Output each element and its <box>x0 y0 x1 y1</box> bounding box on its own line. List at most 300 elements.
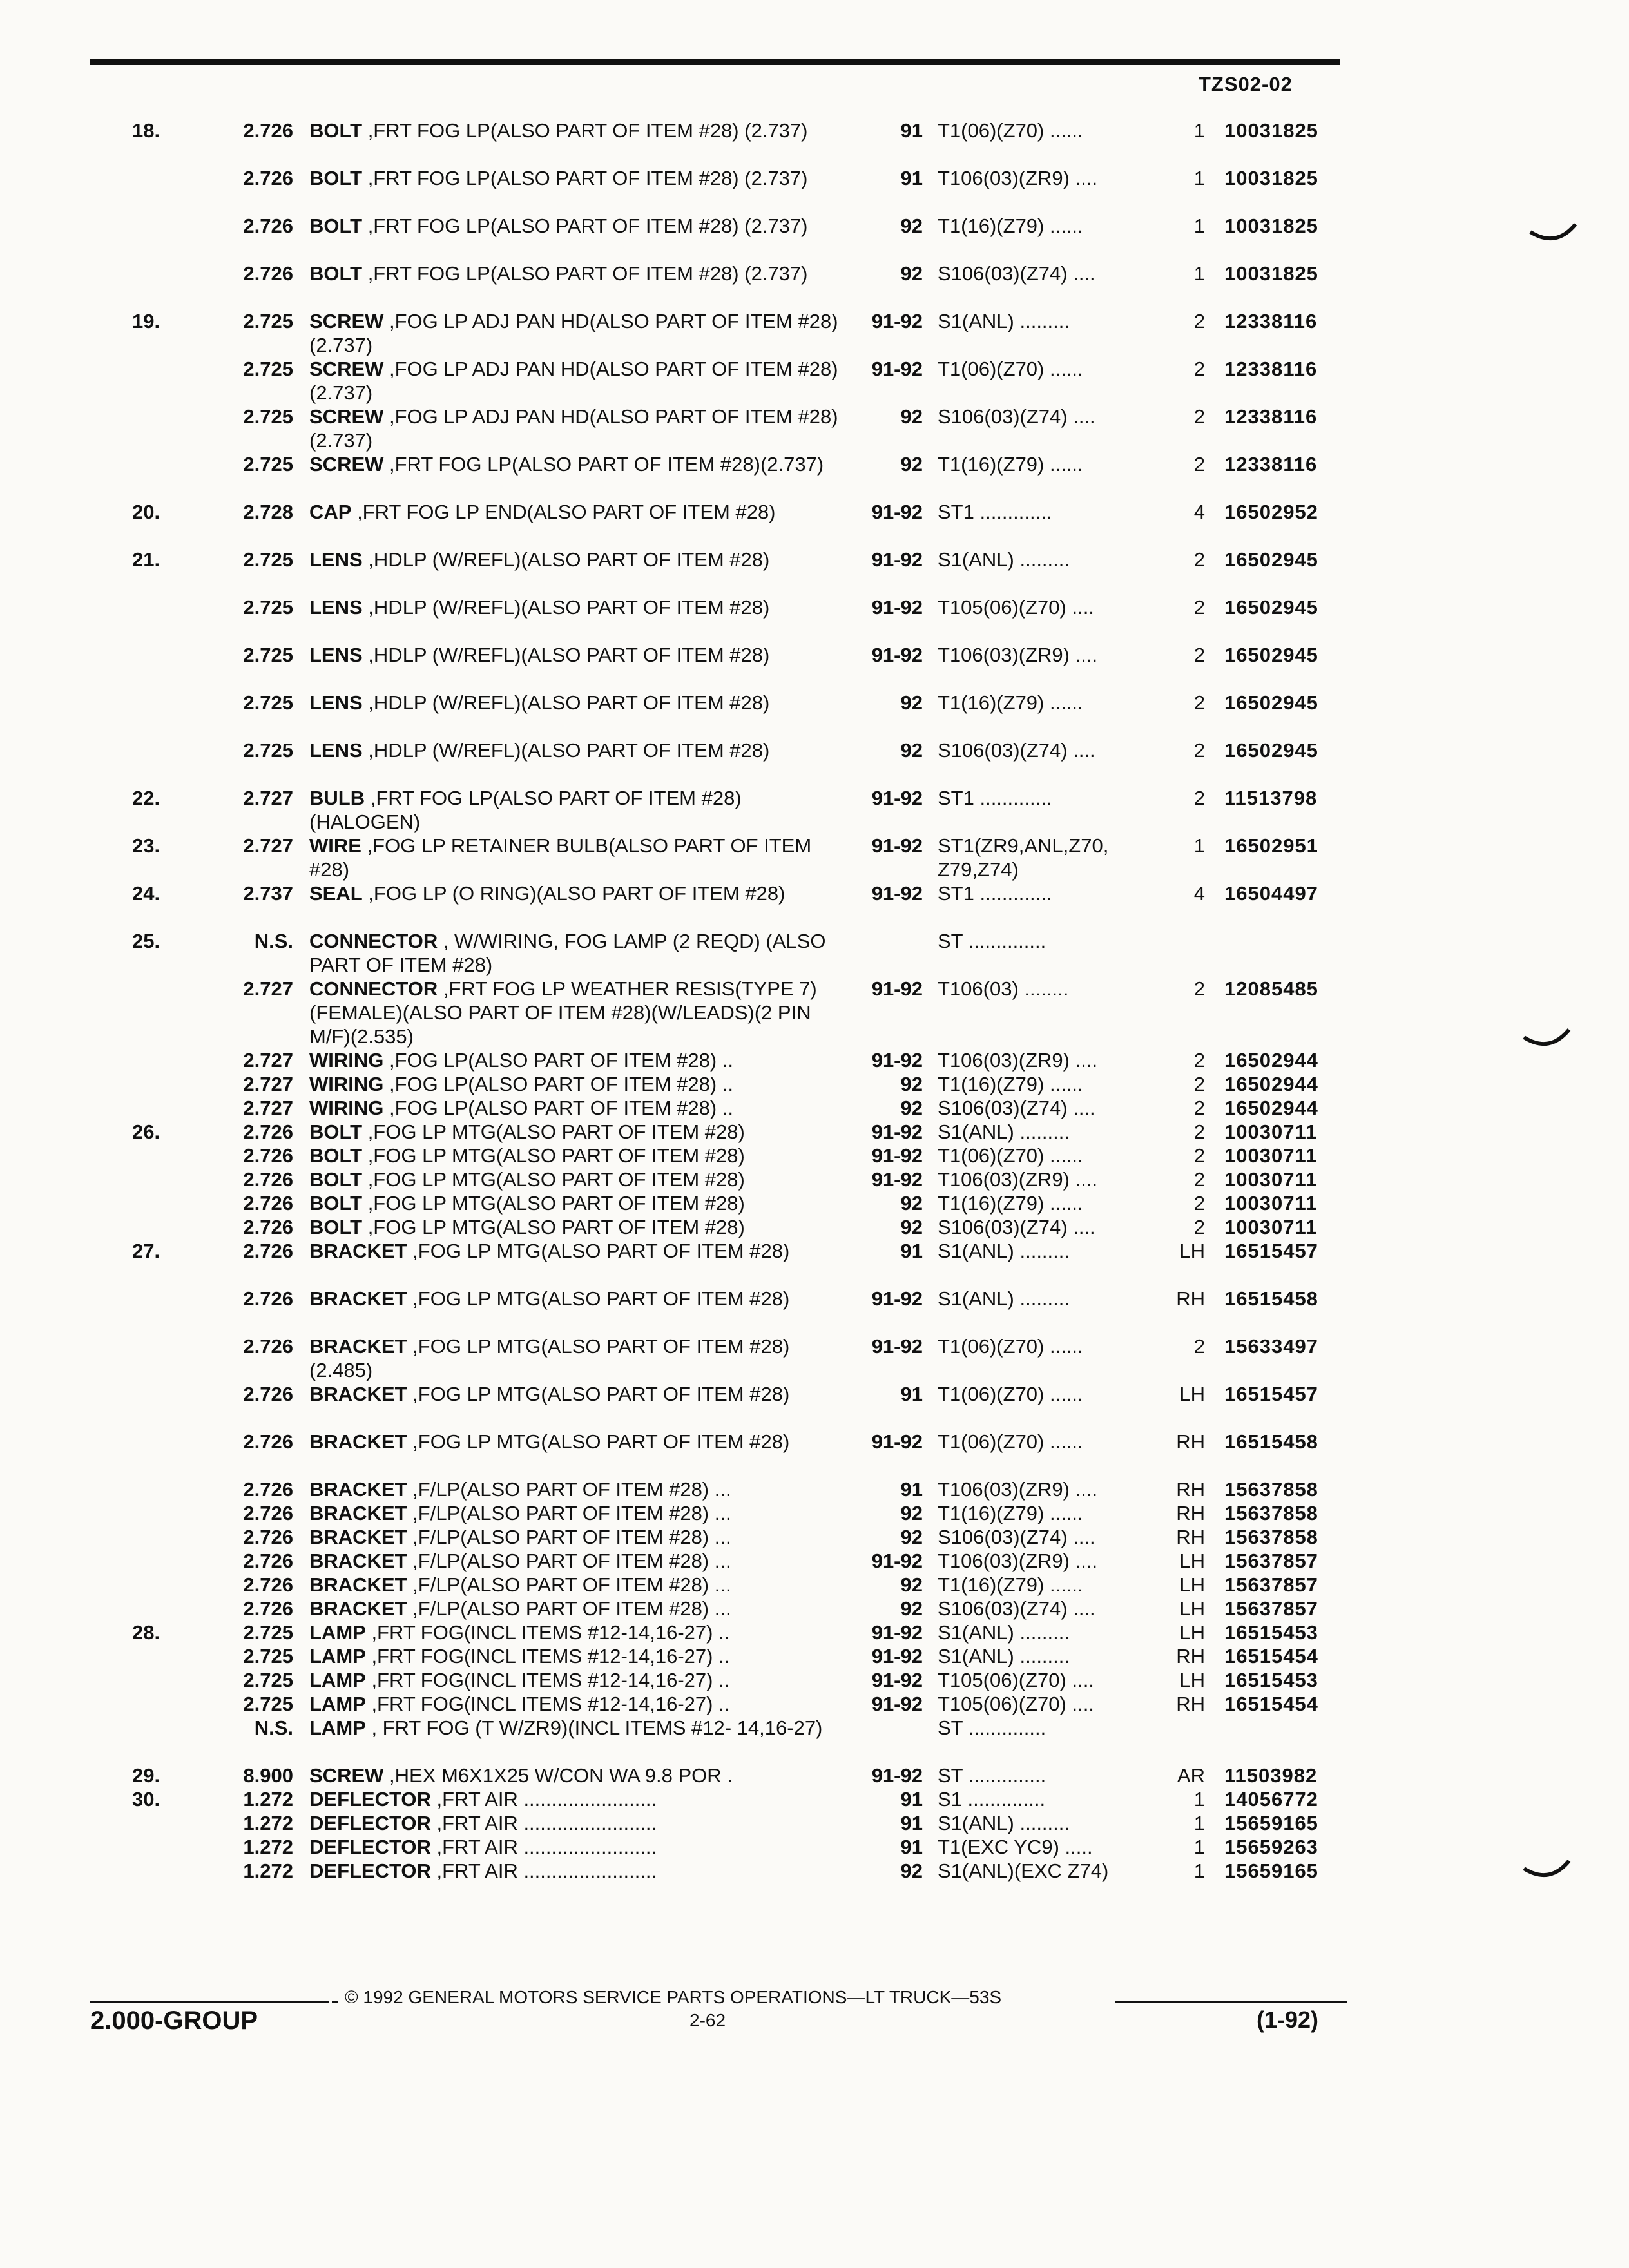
group-number: 2.737 <box>243 882 293 905</box>
part-description-text: ,FRT FOG LP(ALSO PART OF ITEM #28) (2.737) <box>362 167 808 189</box>
quantity: 2 <box>1193 977 1205 1000</box>
model-code: S1(ANL) ......... <box>938 548 1070 571</box>
table-row <box>0 977 1629 1048</box>
model-code: S1(ANL) ......... <box>938 1240 1070 1262</box>
part-description <box>309 1048 851 1072</box>
quantity: 2 <box>1193 1097 1205 1119</box>
model-code: S106(03)(Z74) .... <box>938 405 1095 428</box>
model-code: T105(06)(Z70) .... <box>938 1669 1094 1691</box>
quantity: 1 <box>1193 834 1205 857</box>
model-code: S106(03)(Z74) .... <box>938 1097 1095 1119</box>
quantity: 1 <box>1193 1812 1205 1834</box>
model-year: 91-92 <box>871 644 923 666</box>
table-row <box>0 262 1629 309</box>
quantity: 2 <box>1193 739 1205 762</box>
part-number: 16502944 <box>1224 1097 1318 1119</box>
part-name: CONNECTOR <box>309 930 438 952</box>
part-description <box>309 166 851 190</box>
footer-rule-right <box>1115 2001 1347 2003</box>
model-year: 92 <box>900 453 923 476</box>
part-description-text: ,FOG LP MTG(ALSO PART OF ITEM #28) <box>362 1192 745 1215</box>
part-name: BRACKET <box>309 1478 407 1501</box>
group-number: N.S. <box>254 1716 293 1739</box>
part-description <box>309 357 851 405</box>
group-number: 2.726 <box>243 1478 293 1501</box>
group-number: 2.726 <box>243 1144 293 1167</box>
model-year: 91-92 <box>871 1049 923 1072</box>
part-name: DEFLECTOR <box>309 1860 431 1882</box>
part-name: DEFLECTOR <box>309 1788 431 1811</box>
model-code: S1 .............. <box>938 1788 1046 1811</box>
part-number: 11513798 <box>1224 787 1318 809</box>
quantity: LH <box>1179 1550 1205 1572</box>
group-number: 2.725 <box>243 1645 293 1667</box>
item-number: 23. <box>132 834 160 857</box>
part-description-text: ,HDLP (W/REFL)(ALSO PART OF ITEM #28) <box>362 596 770 619</box>
model-code: T106(03)(ZR9) .... <box>938 644 1098 666</box>
quantity: RH <box>1176 1645 1205 1667</box>
part-name: BOLT <box>309 1120 363 1143</box>
table-row <box>0 1549 1629 1573</box>
table-row <box>0 738 1629 786</box>
part-name: BRACKET <box>309 1240 407 1262</box>
model-code: ST1 ............. <box>938 501 1052 523</box>
quantity: 2 <box>1193 1216 1205 1238</box>
model-year: 91-92 <box>871 1287 923 1310</box>
table-row <box>0 1334 1629 1382</box>
part-description <box>309 1072 851 1096</box>
quantity: LH <box>1179 1597 1205 1620</box>
part-number: 16515453 <box>1224 1621 1318 1644</box>
part-description <box>309 1144 851 1168</box>
group-number: 2.727 <box>243 1049 293 1072</box>
model-year: 91-92 <box>871 1764 923 1787</box>
page-id: TZS02-02 <box>1199 73 1293 95</box>
model-code: S106(03)(Z74) .... <box>938 262 1095 285</box>
model-year: 92 <box>900 1597 923 1620</box>
group-number: 2.725 <box>243 358 293 380</box>
quantity: RH <box>1176 1478 1205 1501</box>
model-year: 91 <box>900 1812 923 1834</box>
part-name: CAP <box>309 501 352 523</box>
table-row <box>0 166 1629 214</box>
part-description <box>309 1525 851 1549</box>
part-name: BOLT <box>309 215 363 237</box>
group-number: 2.725 <box>243 548 293 571</box>
part-name: CONNECTOR <box>309 977 438 1000</box>
group-number: 2.725 <box>243 739 293 762</box>
quantity: 2 <box>1193 1192 1205 1215</box>
group-number: 2.726 <box>243 215 293 237</box>
part-description <box>309 834 851 881</box>
part-number: 15637858 <box>1224 1478 1318 1501</box>
model-year: 92 <box>900 1216 923 1238</box>
part-number: 11503982 <box>1224 1764 1318 1787</box>
model-year: 92 <box>900 1073 923 1095</box>
binder-mark-icon <box>1527 219 1579 258</box>
part-description <box>309 262 851 285</box>
part-description-text: ,HDLP (W/REFL)(ALSO PART OF ITEM #28) <box>362 644 770 666</box>
part-description-text: ,HEX M6X1X25 W/CON WA 9.8 POR . <box>383 1764 733 1787</box>
item-number: 25. <box>132 930 160 952</box>
quantity: 2 <box>1193 310 1205 332</box>
item-number: 19. <box>132 310 160 332</box>
part-description-text: ,FRT FOG LP(ALSO PART OF ITEM #28) (2.737) <box>362 119 808 142</box>
part-description <box>309 1763 851 1787</box>
model-year: 91-92 <box>871 596 923 619</box>
revision-date: (1-92) <box>1257 2006 1319 2033</box>
table-row <box>0 1811 1629 1835</box>
part-description <box>309 1501 851 1525</box>
quantity: 2 <box>1193 1120 1205 1143</box>
group-number: 2.726 <box>243 167 293 189</box>
part-name: SCREW <box>309 310 384 332</box>
part-name: SEAL <box>309 882 363 905</box>
part-number: 16515458 <box>1224 1287 1318 1310</box>
part-description <box>309 1859 851 1883</box>
model-code: T106(03)(ZR9) .... <box>938 167 1098 189</box>
group-number: 2.726 <box>243 1550 293 1572</box>
part-description <box>309 1477 851 1501</box>
part-description <box>309 595 851 619</box>
part-number: 16502945 <box>1224 739 1318 762</box>
part-description <box>309 1215 851 1239</box>
model-code: T105(06)(Z70) .... <box>938 596 1094 619</box>
table-row <box>0 881 1629 929</box>
part-number: 15637857 <box>1224 1597 1318 1620</box>
model-code: S106(03)(Z74) .... <box>938 1216 1095 1238</box>
model-code: T1(06)(Z70) ...... <box>938 1144 1083 1167</box>
quantity: 1 <box>1193 167 1205 189</box>
quantity: 2 <box>1193 644 1205 666</box>
item-number: 29. <box>132 1764 160 1787</box>
item-number: 21. <box>132 548 160 571</box>
quantity: 2 <box>1193 787 1205 809</box>
part-name: BRACKET <box>309 1430 407 1453</box>
part-description <box>309 548 851 572</box>
quantity: 4 <box>1193 882 1205 905</box>
model-year: 92 <box>900 1526 923 1548</box>
part-number: 10031825 <box>1224 262 1318 285</box>
part-name: BRACKET <box>309 1335 407 1358</box>
model-code: T1(06)(Z70) ...... <box>938 119 1083 142</box>
model-year: 91-92 <box>871 1645 923 1667</box>
part-description-text: ,FRT FOG(INCL ITEMS #12-14,16-27) .. <box>365 1621 730 1644</box>
table-row <box>0 1859 1629 1883</box>
group-number: 2.725 <box>243 310 293 332</box>
group-number: 2.726 <box>243 1597 293 1620</box>
table-row <box>0 1191 1629 1215</box>
page-number: 2-62 <box>689 2010 726 2030</box>
part-description-text: ,FRT FOG LP END(ALSO PART OF ITEM #28) <box>351 501 776 523</box>
part-name: BULB <box>309 787 365 809</box>
part-description <box>309 929 851 977</box>
part-name: BRACKET <box>309 1526 407 1548</box>
group-number: 8.900 <box>243 1764 293 1787</box>
part-description-text: ,F/LP(ALSO PART OF ITEM #28) ... <box>407 1478 731 1501</box>
part-name: BOLT <box>309 1216 363 1238</box>
part-number: 10030711 <box>1224 1216 1318 1238</box>
table-row <box>0 1835 1629 1859</box>
model-year: 91-92 <box>871 977 923 1000</box>
part-description-text: ,FOG LP MTG(ALSO PART OF ITEM #28) <box>362 1144 745 1167</box>
part-number: 10031825 <box>1224 167 1318 189</box>
model-year: 92 <box>900 1502 923 1524</box>
part-description-text: ,FRT FOG LP(ALSO PART OF ITEM #28) (2.737) <box>362 262 808 285</box>
part-number: 15659165 <box>1224 1812 1318 1834</box>
part-number: 10030711 <box>1224 1168 1318 1191</box>
group-number: 2.726 <box>243 1120 293 1143</box>
model-year: 91-92 <box>871 1669 923 1691</box>
binder-mark-icon <box>1521 1024 1572 1063</box>
quantity: LH <box>1179 1621 1205 1644</box>
model-code: T1(06)(Z70) ...... <box>938 358 1083 380</box>
model-code: T1(EXC YC9) ..... <box>938 1836 1093 1858</box>
part-description-text: ,FRT FOG(INCL ITEMS #12-14,16-27) .. <box>365 1669 730 1691</box>
table-row <box>0 1692 1629 1716</box>
part-description <box>309 452 851 476</box>
part-number: 16515454 <box>1224 1693 1318 1715</box>
table-row <box>0 1239 1629 1287</box>
part-description <box>309 214 851 238</box>
model-year: 91 <box>900 1788 923 1811</box>
part-description <box>309 643 851 667</box>
part-number: 16515457 <box>1224 1383 1318 1405</box>
part-name: LENS <box>309 739 363 762</box>
group-number: 2.726 <box>243 119 293 142</box>
group-number: 2.726 <box>243 1526 293 1548</box>
table-row <box>0 595 1629 643</box>
parts-list <box>0 119 1629 1883</box>
model-code: S106(03)(Z74) .... <box>938 1597 1095 1620</box>
model-code: T1(06)(Z70) ...... <box>938 1335 1083 1358</box>
part-description <box>309 1787 851 1811</box>
model-code: T1(16)(Z79) ...... <box>938 1192 1083 1215</box>
model-year: 91 <box>900 119 923 142</box>
part-description-text: ,FOG LP MTG(ALSO PART OF ITEM #28) <box>407 1430 790 1453</box>
group-number: 2.725 <box>243 405 293 428</box>
group-number: 2.725 <box>243 453 293 476</box>
part-description <box>309 1334 851 1382</box>
item-number: 24. <box>132 882 160 905</box>
model-code: S1(ANL)(EXC Z74) <box>938 1860 1109 1882</box>
table-row <box>0 786 1629 834</box>
part-description-text: ,FOG LP MTG(ALSO PART OF ITEM #28) <box>362 1168 745 1191</box>
part-description-text: ,FOG LP MTG(ALSO PART OF ITEM #28) <box>407 1287 790 1310</box>
part-description-text: , W/WIRING, FOG LAMP (2 REQD) (ALSO PART OF ITEM #28) <box>309 930 832 976</box>
part-description-text: ,FOG LP MTG(ALSO PART OF ITEM #28) <box>407 1383 790 1405</box>
part-description-text: ,FRT AIR ........................ <box>430 1836 657 1858</box>
part-description-text: ,FOG LP(ALSO PART OF ITEM #28) .. <box>383 1097 734 1119</box>
part-name: LAMP <box>309 1669 366 1691</box>
table-row <box>0 119 1629 166</box>
group-number: 2.726 <box>243 1287 293 1310</box>
group-number: 2.726 <box>243 1240 293 1262</box>
part-description <box>309 881 851 905</box>
part-description <box>309 1573 851 1597</box>
part-description <box>309 1168 851 1191</box>
model-code: T106(03) ........ <box>938 977 1069 1000</box>
part-description <box>309 1239 851 1263</box>
part-description-text: ,FRT FOG LP(ALSO PART OF ITEM #28) (2.737) <box>362 215 808 237</box>
part-description-text: ,FRT AIR ........................ <box>430 1860 657 1882</box>
table-row <box>0 1096 1629 1120</box>
part-description-text: , FRT FOG (T W/ZR9)(INCL ITEMS #12- 14,16-27) <box>365 1716 823 1739</box>
part-number: 15633497 <box>1224 1335 1318 1358</box>
model-code: T1(16)(Z79) ...... <box>938 1073 1083 1095</box>
part-description <box>309 1549 851 1573</box>
model-code: ST .............. <box>938 930 1046 952</box>
part-number: 12338116 <box>1224 405 1318 428</box>
part-description <box>309 738 851 762</box>
quantity: 1 <box>1193 119 1205 142</box>
part-description <box>309 1120 851 1144</box>
model-code: S1(ANL) ......... <box>938 1287 1070 1310</box>
part-description-text: ,FRT AIR ........................ <box>430 1788 657 1811</box>
quantity: LH <box>1179 1669 1205 1691</box>
group-number: 2.726 <box>243 1335 293 1358</box>
group-number: 2.726 <box>243 1383 293 1405</box>
group-number: 2.727 <box>243 834 293 857</box>
group-number: 2.725 <box>243 1621 293 1644</box>
model-code: T106(03)(ZR9) .... <box>938 1168 1098 1191</box>
table-row <box>0 1477 1629 1501</box>
part-name: LAMP <box>309 1645 366 1667</box>
model-code: T1(06)(Z70) ...... <box>938 1430 1083 1453</box>
part-description <box>309 1716 851 1740</box>
group-number: 2.727 <box>243 977 293 1000</box>
part-number: 15659165 <box>1224 1860 1318 1882</box>
group-number: 2.726 <box>243 1502 293 1524</box>
item-number: 30. <box>132 1788 160 1811</box>
part-description <box>309 309 851 357</box>
quantity: 1 <box>1193 1788 1205 1811</box>
quantity: RH <box>1176 1287 1205 1310</box>
part-number: 16502945 <box>1224 644 1318 666</box>
part-description <box>309 691 851 715</box>
part-description-text: ,F/LP(ALSO PART OF ITEM #28) ... <box>407 1597 731 1620</box>
part-name: LENS <box>309 644 363 666</box>
part-description-text: ,F/LP(ALSO PART OF ITEM #28) ... <box>407 1526 731 1548</box>
part-number: 10030711 <box>1224 1144 1318 1167</box>
part-description-text: ,FRT FOG LP(ALSO PART OF ITEM #28)(2.737) <box>383 453 824 476</box>
part-description-text: ,FOG LP ADJ PAN HD(ALSO PART OF ITEM #28)(2.737) <box>309 405 838 452</box>
quantity: 1 <box>1193 1860 1205 1882</box>
part-name: BRACKET <box>309 1383 407 1405</box>
part-name: WIRING <box>309 1097 384 1119</box>
item-number: 26. <box>132 1120 160 1143</box>
part-name: BRACKET <box>309 1573 407 1596</box>
table-row <box>0 1382 1629 1430</box>
quantity: 1 <box>1193 1836 1205 1858</box>
footer-rule-left-long <box>90 2001 329 2003</box>
model-year: 91-92 <box>871 1144 923 1167</box>
quantity: RH <box>1176 1693 1205 1715</box>
group-number: 2.726 <box>243 1216 293 1238</box>
part-description-text: ,FRT FOG(INCL ITEMS #12-14,16-27) .. <box>365 1645 730 1667</box>
binder-mark-icon <box>1521 1856 1572 1894</box>
part-number: 16515454 <box>1224 1645 1318 1667</box>
part-name: BRACKET <box>309 1597 407 1620</box>
part-number: 10030711 <box>1224 1192 1318 1215</box>
group-number: 2.725 <box>243 596 293 619</box>
group-number: 1.272 <box>243 1788 293 1811</box>
part-name: WIRING <box>309 1049 384 1072</box>
part-name: BOLT <box>309 1192 363 1215</box>
quantity: 2 <box>1193 548 1205 571</box>
part-name: BOLT <box>309 119 363 142</box>
table-row <box>0 357 1629 405</box>
model-year: 91 <box>900 1478 923 1501</box>
part-description-text: ,HDLP (W/REFL)(ALSO PART OF ITEM #28) <box>362 691 770 714</box>
table-row <box>0 1716 1629 1763</box>
table-row <box>0 214 1629 262</box>
model-year: 91-92 <box>871 310 923 332</box>
model-year: 91-92 <box>871 834 923 857</box>
part-number: 16502945 <box>1224 548 1318 571</box>
group-number: 1.272 <box>243 1836 293 1858</box>
quantity: 2 <box>1193 596 1205 619</box>
table-row <box>0 1620 1629 1644</box>
quantity: 2 <box>1193 405 1205 428</box>
part-description <box>309 1811 851 1835</box>
table-row <box>0 500 1629 548</box>
part-description-text: ,FOG LP (O RING)(ALSO PART OF ITEM #28) <box>362 882 786 905</box>
part-name: LAMP <box>309 1621 366 1644</box>
part-description <box>309 1597 851 1620</box>
part-number: 16502944 <box>1224 1073 1318 1095</box>
model-year: 91-92 <box>871 1693 923 1715</box>
group-number: 2.725 <box>243 691 293 714</box>
group-number: 2.725 <box>243 1669 293 1691</box>
part-description <box>309 1644 851 1668</box>
table-row <box>0 1048 1629 1072</box>
part-description <box>309 1620 851 1644</box>
part-number: 14056772 <box>1224 1788 1318 1811</box>
part-description-text: ,FOG LP MTG(ALSO PART OF ITEM #28) <box>407 1240 790 1262</box>
group-number: 1.272 <box>243 1812 293 1834</box>
part-name: WIRE <box>309 834 361 857</box>
model-year: 91-92 <box>871 548 923 571</box>
part-number: 16502951 <box>1224 834 1318 857</box>
part-description <box>309 786 851 834</box>
group-number: 2.725 <box>243 1693 293 1715</box>
model-year: 92 <box>900 1097 923 1119</box>
table-row <box>0 1430 1629 1477</box>
part-name: BRACKET <box>309 1550 407 1572</box>
part-description <box>309 1287 851 1311</box>
part-number: 10031825 <box>1224 215 1318 237</box>
model-year: 92 <box>900 739 923 762</box>
part-name: SCREW <box>309 358 384 380</box>
model-year: 92 <box>900 1192 923 1215</box>
table-row <box>0 1215 1629 1239</box>
part-number: 12338116 <box>1224 358 1318 380</box>
part-description-text: ,FOG LP RETAINER BULB(ALSO PART OF ITEM #28) <box>309 834 817 881</box>
part-name: SCREW <box>309 1764 384 1787</box>
part-name: DEFLECTOR <box>309 1812 431 1834</box>
table-row <box>0 1501 1629 1525</box>
part-name: DEFLECTOR <box>309 1836 431 1858</box>
part-description-text: ,FOG LP(ALSO PART OF ITEM #28) .. <box>383 1073 734 1095</box>
quantity: LH <box>1179 1383 1205 1405</box>
part-name: LAMP <box>309 1693 366 1715</box>
group-number: 2.726 <box>243 262 293 285</box>
part-description-text: ,HDLP (W/REFL)(ALSO PART OF ITEM #28) <box>362 548 770 571</box>
table-row <box>0 1573 1629 1597</box>
part-name: WIRING <box>309 1073 384 1095</box>
quantity: LH <box>1179 1240 1205 1262</box>
